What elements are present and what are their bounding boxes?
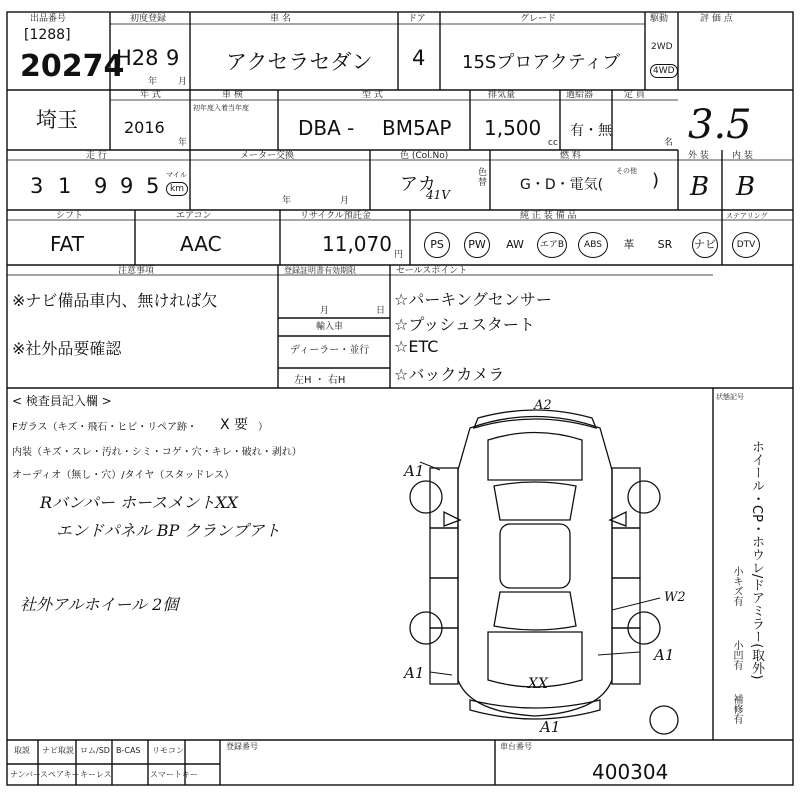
model-year-unit: 年 [178, 138, 188, 148]
side-small-scratch: 小キズ有 [731, 566, 742, 606]
doors-label: ドア [408, 14, 426, 24]
damage-mark-rear-bumper: A1 [540, 718, 561, 736]
exhibit-number-label: 出品番号 [30, 14, 67, 24]
score-label: 評 価 点 [700, 14, 733, 24]
displacement-value: 1,500 [484, 116, 542, 140]
side-repaired: 補修有 [731, 694, 742, 724]
footer-number-plate: ナンバー [10, 770, 42, 779]
lhd-rhd-label: 左H ・ 右H [294, 375, 346, 386]
footer-rom-sd: ロム/SD [80, 746, 110, 755]
yen-unit: 円 [394, 250, 404, 260]
model-year: 2016 [124, 118, 165, 137]
meter-year-unit: 年 [282, 196, 292, 206]
equipment-sr: SR [657, 238, 673, 251]
color-label: 色 (Col.No) [400, 151, 449, 161]
recycle-amount: 11,070 [322, 232, 392, 256]
person-unit: 名 [664, 138, 674, 148]
exterior-grade: B [690, 172, 710, 202]
mileage-digit-1: 3 [30, 174, 44, 198]
meter-month-unit: 月 [340, 196, 350, 206]
footer-spare-key: スペアキー [40, 770, 80, 779]
type-prefix: DBA - [298, 116, 355, 140]
mileage-digit-2: 1 [58, 174, 72, 198]
equipment-dtv: DTV [732, 232, 760, 258]
damage-mark-left-front: A1 [404, 462, 425, 480]
km-unit: km [166, 182, 188, 196]
mile-unit: マイル [166, 171, 187, 179]
right-front-door [612, 528, 640, 578]
wheel-front-left [410, 481, 442, 513]
right-rear-fender [612, 628, 640, 684]
mileage-digit-5: 5 [146, 174, 160, 198]
side-small-dent: 小凹有 [731, 640, 742, 670]
equipment-airbag: エアB [537, 232, 567, 258]
displacement-label: 排気量 [488, 90, 516, 100]
inspector-section-label: < 検査員記入欄 > [12, 394, 112, 408]
rear-window [494, 592, 576, 630]
expiry-day-unit: 日 [376, 306, 386, 316]
equipment-aw: AW [506, 238, 524, 251]
cc-unit: cc [548, 138, 558, 148]
handwritten-note-3: 社外アルホイール 2個 [20, 595, 179, 614]
registration-expiry-label: 登録証明書有効期限 [284, 266, 356, 275]
sales-point-1: ☆パーキングセンサー [394, 290, 552, 309]
notes-label: 注意事項 [118, 266, 155, 276]
sales-points-label: セールスポイント [396, 266, 468, 276]
first-entry-label: 初年度入着当年度 [193, 104, 249, 112]
first-registration-label: 初度登録 [130, 14, 167, 24]
glass-line: Fガラス（キズ・飛石・ヒビ・リペア跡・ [12, 422, 198, 433]
sales-point-3: ☆ETC [394, 337, 439, 356]
interior-label: 内 装 [732, 151, 753, 161]
fuel-close: ) [652, 170, 660, 191]
equipment-abs: ABS [578, 232, 608, 258]
damage-mark-rear-panel: XX [528, 676, 548, 692]
model-year-label: 年 式 [140, 90, 161, 100]
recycle-label: リサイクル預託金 [300, 211, 371, 221]
mileage-label: 走 行 [86, 151, 107, 161]
equipment-ps: PS [424, 232, 450, 258]
month-unit: 月 [178, 77, 188, 87]
first-registration-era-year: H28 [116, 46, 159, 70]
year-unit: 年 [148, 77, 158, 87]
import-label: 輸入車 [316, 322, 344, 332]
vehicle-inspection-label: 車 検 [222, 90, 243, 100]
footer-keyless: キーレス [80, 770, 112, 779]
prefecture: 埼玉 [36, 108, 78, 132]
turbo-value: 有・無 [570, 123, 612, 139]
left-rear-fender [430, 628, 458, 684]
equipment-navi: ナビ [692, 232, 718, 258]
grade-value: 15Sプロアクティブ [462, 52, 621, 73]
footer-smart-key: スマートキー [150, 770, 198, 779]
interior-condition-line: 内装（キズ・スレ・汚れ・シミ・コゲ・穴・キレ・破れ・剥れ） [12, 447, 302, 458]
footer-bcas: B-CAS [116, 746, 141, 755]
glass-mark: X 要 [220, 417, 249, 433]
lot-prefix: [1288] [24, 27, 71, 43]
capacity-label: 定 員 [624, 90, 645, 100]
registration-number-label: 登録番号 [226, 742, 258, 751]
right-rear-door [612, 578, 640, 628]
steering-label: ステアリング [726, 212, 768, 220]
exterior-label: 外 装 [688, 151, 709, 161]
left-rear-door [430, 578, 458, 628]
equipment-pw: PW [464, 232, 490, 258]
chassis-number-label: 車台番号 [500, 742, 532, 751]
audio-tire-line: オーディオ（無し・穴）/タイヤ（スタッドレス） [12, 470, 235, 481]
left-front-door [430, 528, 458, 578]
type-code: BM5AP [382, 116, 452, 140]
windshield [494, 482, 576, 520]
doors-count: 4 [412, 46, 426, 70]
mileage-digit-4: 9 [120, 174, 134, 198]
damage-mark-front: A2 [534, 398, 552, 413]
dealer-label: ディーラー・並行 [290, 345, 370, 356]
fuel-other-label: その他 [616, 167, 637, 175]
sales-point-2: ☆プッシュスタート [394, 315, 535, 334]
type-label: 型 式 [362, 90, 383, 100]
drive-2wd: 2WD [651, 42, 673, 52]
first-registration-month: 9 [166, 46, 180, 70]
meter-change-label: メーター交換 [240, 151, 295, 161]
turbo-label: 過給器 [566, 90, 594, 100]
wheel-spare [650, 706, 678, 734]
footer-manual: 取説 [14, 746, 30, 755]
color-code: 41V [426, 188, 450, 202]
footer-navi-manual: ナビ取説 [42, 746, 74, 755]
equipment-leather: 革 [623, 238, 635, 251]
evaluation-score: 3.5 [688, 102, 752, 148]
wheel-front-right [628, 481, 660, 513]
handwritten-note-1: Rバンパー ホースメントXX [40, 493, 238, 512]
handwritten-note-2: エンドパネル BP クランプアト [56, 521, 281, 540]
damage-mark-left-rear: A1 [404, 664, 425, 682]
grade-label: グレード [520, 14, 557, 24]
sales-point-4: ☆バックカメラ [394, 365, 505, 384]
interior-grade: B [736, 172, 756, 202]
expiry-month-unit: 月 [320, 306, 330, 316]
aircon-value: AAC [180, 232, 222, 256]
mileage-digit-3: 9 [94, 174, 108, 198]
fuel-label: 燃 料 [560, 151, 581, 161]
color-change-label: 色替 [478, 168, 488, 188]
side-column-notes: ホイール・CP・ホウレ/ドアミラー(取外) [749, 440, 764, 680]
car-body-outline [458, 417, 612, 717]
lot-number: 20274 [20, 49, 125, 84]
footer-remote: リモコン [152, 746, 184, 755]
damage-mark-right-rear: A1 [654, 646, 675, 664]
note-line-2: ※社外品要確認 [12, 339, 122, 358]
damage-mark-right-door: W2 [664, 590, 686, 605]
car-name: アクセラセダン [226, 50, 373, 74]
note-line-1: ※ナビ備品車内、無ければ欠 [12, 291, 218, 310]
fuel-options: G・D・電気( [520, 177, 604, 193]
color-value: アカ [400, 174, 436, 195]
car-name-label: 車 名 [270, 14, 291, 24]
roof [500, 524, 570, 588]
glass-close: ） [258, 422, 268, 433]
aircon-label: エアコン [176, 211, 212, 221]
front-hood [488, 433, 582, 481]
chassis-number: 400304 [592, 760, 669, 784]
drive-4wd: 4WD [650, 64, 678, 78]
shift-value: FAT [50, 232, 85, 256]
side-column-label: 状態記号 [716, 393, 744, 401]
shift-label: シフト [56, 211, 84, 221]
drive-label: 駆動 [650, 14, 669, 24]
equipment-label: 純 正 装 備 品 [520, 211, 577, 221]
